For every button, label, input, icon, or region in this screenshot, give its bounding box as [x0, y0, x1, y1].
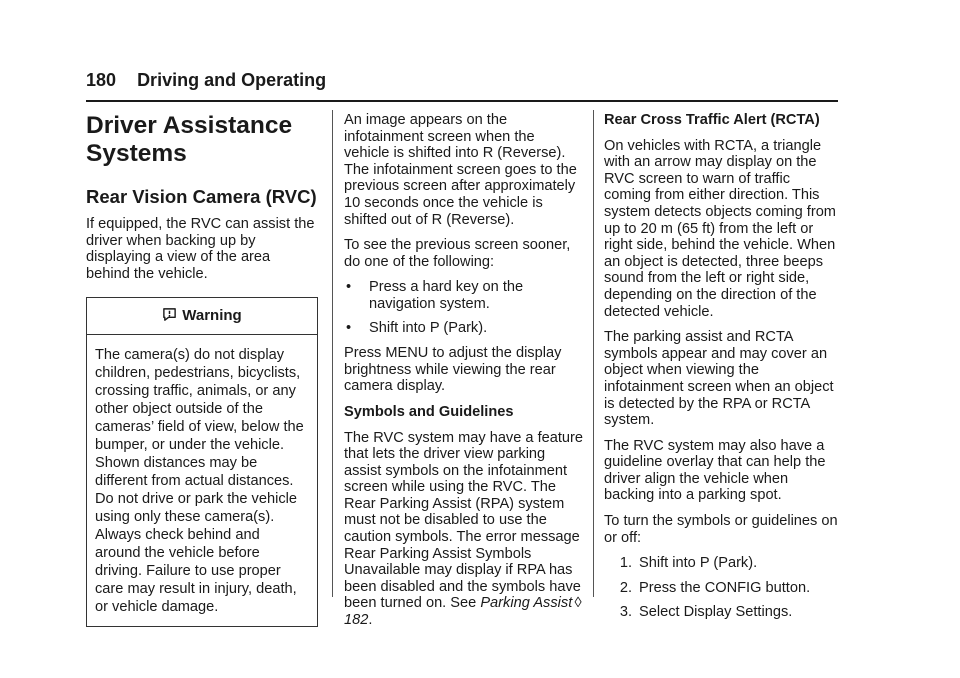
section-subtitle: Rear Vision Camera (RVC) — [86, 186, 317, 207]
column-2 — [344, 112, 584, 638]
step-number: 1. — [619, 555, 632, 572]
column-divider — [332, 110, 333, 597]
bullet-list — [344, 279, 584, 336]
paragraph: On vehicles with RCTA, a triangle with an arrow may display on the RVC screen to warn of traffic coming from either direction. This system detects objects coming from up to 20 m (65 ft) from the left or right side, behind the vehicle. When an object is detected, three beeps sound from the left or right side, depending on the direction of the detected vehicle. — [604, 137, 836, 320]
list-item — [344, 320, 584, 337]
xref-page: 182 — [344, 612, 369, 629]
list-item-text: Press a hard key on the navigation system. — [369, 279, 524, 312]
step-text: Select Display Settings. — [639, 604, 793, 621]
list-item — [604, 580, 840, 597]
header-rule — [86, 100, 838, 102]
column-3 — [604, 112, 840, 629]
bullet-marker: • — [346, 319, 352, 336]
page-title: Driver Assistance Systems — [86, 112, 293, 167]
page-reference-icon: ◊ — [574, 595, 582, 612]
warning-icon — [162, 307, 177, 327]
step-text: Press the CONFIG button. — [639, 579, 811, 596]
paragraph: To turn the symbols or guidelines on or off: — [604, 513, 838, 546]
paragraph: Press MENU to adjust the display brightness while viewing the rear camera display. — [344, 345, 562, 395]
step-number: 2. — [619, 579, 632, 596]
list-item — [604, 555, 840, 572]
paragraph — [344, 430, 584, 629]
paragraph: The RVC system may also have a guideline overlay that can help the driver align the vehicle when backing into a parking spot. — [604, 437, 826, 504]
xref-end: . — [368, 612, 373, 629]
page-header — [86, 70, 326, 91]
warning-text: The camera(s) do not display children, pedestrians, bicyclists, crossing traffic, animals, or any other object outside of the cameras’ field of view, below the bumper, or under the vehicle. Shown distances may be different from actual distances. Do not drive or park the vehicle using only these camera(s). Always check behind and around the vehicle before driving. Failure to use proper care may result in injury, death, or vehicle damage. — [95, 347, 304, 616]
column-1 — [86, 112, 318, 627]
bullet-marker: • — [346, 279, 352, 296]
warning-label: Warning — [182, 307, 242, 325]
step-text: Shift into P (Park). — [639, 555, 758, 572]
warning-box — [86, 297, 318, 627]
xref-title: Parking Assist — [480, 595, 573, 612]
subsection-heading: Rear Cross Traffic Alert (RCTA) — [604, 112, 820, 128]
paragraph: An image appears on the infotainment screen when the vehicle is shifted into R (Reverse). The infotainment screen goes to the previous screen after approximately 10 seconds once the vehicle is shifted out of R (Reverse). — [344, 112, 577, 228]
intro-paragraph: If equipped, the RVC can assist the driver when backing up by displaying a view of the area behind the vehicle. — [86, 216, 315, 282]
list-item-text: Shift into P (Park). — [369, 319, 488, 336]
subsection-heading: Symbols and Guidelines — [344, 403, 514, 420]
list-item — [344, 279, 584, 312]
numbered-list — [604, 555, 840, 621]
paragraph-text: The RVC system may have a feature that lets the driver view parking assist symbols on the infotainment screen while using the RVC. The Rear Parking Assist (RPA) system must not be disabled to use the caution symbols. The error message Rear Parking Assist Symbols Unavailable may display if RPA has been disabled and the symbols have been turned on. See — [344, 429, 584, 612]
step-number: 3. — [619, 604, 632, 621]
page-number: 180 — [86, 70, 117, 90]
warning-header — [87, 298, 317, 335]
paragraph: To see the previous screen sooner, do one of the following: — [344, 237, 571, 270]
section-title: Driving and Operating — [137, 70, 327, 90]
paragraph: The parking assist and RCTA symbols appear and may cover an object when viewing the infotainment screen when an object is detected by the RPA or RCTA system. — [604, 329, 834, 429]
list-item — [604, 604, 840, 621]
column-divider — [593, 110, 594, 597]
